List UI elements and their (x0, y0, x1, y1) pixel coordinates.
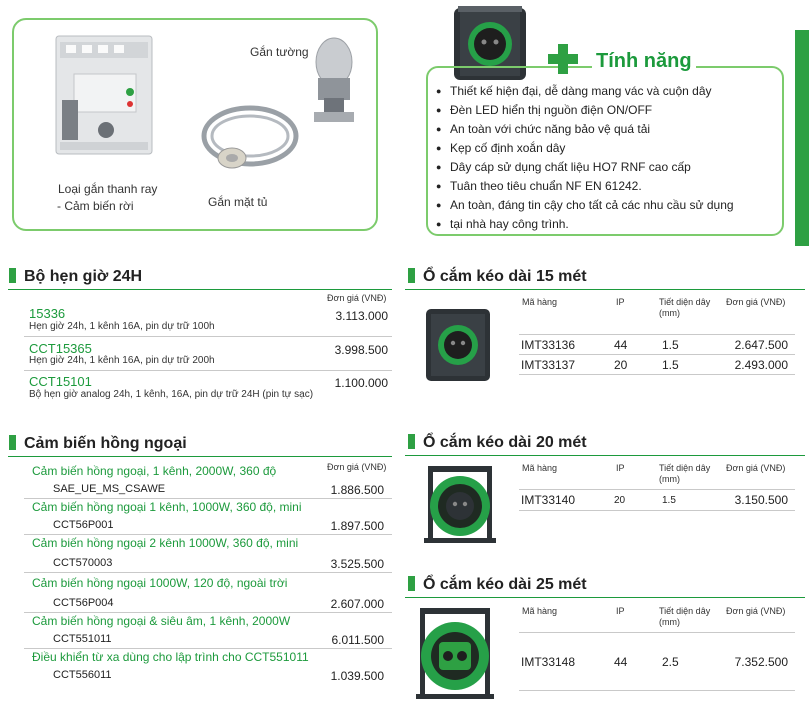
ir-product-price: 1.886.500 (330, 483, 384, 497)
row-divider (519, 334, 795, 335)
row-divider (519, 510, 795, 511)
reel-price: 3.150.500 (734, 493, 788, 507)
reel-code: IMT33136 (521, 338, 576, 352)
reel25-header-section-unit: (mm) (659, 617, 680, 627)
ir-product-price: 2.607.000 (330, 597, 384, 611)
ir-product-code: SAE_UE_MS_CSAWE (53, 483, 166, 495)
reel-ip: 44 (614, 338, 628, 352)
reel20-header-ip: IP (616, 463, 625, 473)
row-divider (24, 648, 392, 649)
ir-product-name: Cảm biến hồng ngoại & siêu âm, 1 kênh, 2000W (32, 614, 291, 628)
reel15-section-title: Ổ cắm kéo dài 15 mét (408, 268, 587, 286)
feature-item: ● tại nhà hay công trình. (436, 215, 776, 234)
features-title: Tính năng (592, 50, 696, 73)
reel-price: 2.647.500 (734, 338, 788, 352)
ir-product-code: CCT551011 (53, 633, 112, 645)
reel15-header-section-unit: (mm) (659, 308, 680, 318)
ir-product-code: CCT570003 (53, 557, 113, 569)
timer-price: 3.998.500 (334, 343, 388, 357)
ir-price-header: Đơn giá (VNĐ) (327, 462, 387, 472)
reel15-header-code: Mã hàng (522, 297, 558, 307)
ir-product-price: 6.011.500 (331, 633, 384, 647)
row-divider (519, 354, 795, 355)
reel15-section-line (405, 289, 805, 290)
row-divider (24, 336, 392, 337)
reel20-section-line (405, 455, 805, 456)
ir-product-price: 1.039.500 (330, 669, 384, 683)
feature-item: ● Đèn LED hiển thị nguồn điện ON/OFF (436, 101, 776, 120)
row-divider (519, 690, 795, 691)
reel-section: 1.5 (662, 495, 676, 506)
timer-price-header: Đơn giá (VNĐ) (327, 293, 387, 303)
panel-sensor-image (192, 96, 302, 188)
din-rail-timer-image (52, 30, 162, 160)
wall-mount-caption: Gắn tường (250, 45, 309, 59)
side-accent-bar (795, 30, 809, 246)
reel20-header-code: Mã hàng (522, 463, 558, 473)
reel25-image (410, 604, 500, 704)
row-divider (24, 498, 392, 499)
row-divider (519, 374, 795, 375)
ir-product-price: 1.897.500 (330, 519, 384, 533)
reel-ip: 44 (614, 655, 628, 669)
feature-item: ● Kẹp cố định xoắn dây (436, 139, 776, 158)
reel25-header-price: Đơn giá (VNĐ) (726, 606, 786, 616)
reel-code: IMT33137 (521, 358, 576, 372)
reel25-header-code: Mã hàng (522, 606, 558, 616)
reel15-header-ip: IP (616, 297, 625, 307)
wall-sensor-image (300, 32, 370, 132)
reel-section: 2.5 (662, 655, 679, 669)
feature-item: ● Thiết kế hiện đại, dễ dàng mang vác và cuộn dây (436, 82, 776, 101)
ir-product-name: Cảm biến hồng ngoại, 1 kênh, 2000W, 360 độ (32, 464, 277, 478)
row-divider (24, 612, 392, 613)
timer-price: 1.100.000 (334, 376, 388, 390)
reel-section: 1.5 (662, 358, 679, 372)
feature-item: ● Dây cáp sử dụng chất liệu HO7 RNF cao cấp (436, 158, 776, 177)
reel20-section-title: Ổ cắm kéo dài 20 mét (408, 434, 587, 452)
reel25-header-section: Tiết diện dây (659, 606, 711, 616)
reel25-section-line (405, 597, 805, 598)
timer-section-line (8, 289, 392, 290)
reel-code: IMT33140 (521, 493, 576, 507)
reel-ip: 20 (614, 358, 628, 372)
timer-desc: Hẹn giờ 24h, 1 kênh 16A, pin dự trữ 200h (29, 355, 215, 366)
timer-code: CCT15101 (29, 374, 92, 389)
reel15-image (422, 305, 494, 385)
feature-item: ● Tuân theo tiêu chuẩn NF EN 61242. (436, 177, 776, 196)
row-divider (24, 572, 392, 573)
plus-icon (546, 42, 580, 76)
ir-product-code: CCT56P001 (53, 519, 114, 531)
timer-section-title: Bộ hẹn giờ 24H (9, 268, 142, 286)
row-divider (24, 534, 392, 535)
rail-mount-caption: Loại gắn thanh ray (58, 182, 158, 196)
reel20-image (420, 462, 500, 546)
panel-mount-caption: Gắn mặt tủ (208, 195, 268, 209)
feature-item: ● An toàn với chức năng bảo vệ quá tải (436, 120, 776, 139)
timer-desc: Hẹn giờ 24h, 1 kênh 16A, pin dự trữ 100h (29, 321, 215, 332)
ir-section-line (8, 456, 392, 457)
features-list (436, 82, 776, 234)
timer-desc: Bộ hẹn giờ analog 24h, 1 kênh, 16A, pin dự trữ 24H (pin tự sạc) (29, 389, 314, 400)
timer-price: 3.113.000 (335, 309, 388, 323)
reel20-header-section: Tiết diện dây (659, 463, 711, 473)
ir-product-code: CCT556011 (53, 669, 112, 681)
feature-item: ● An toàn, đáng tin cậy cho tất cả các nhu cầu sử dụng (436, 196, 776, 215)
ir-section-title: Cảm biến hồng ngoại (9, 435, 187, 453)
rail-mount-caption-sub: - Cảm biến rời (57, 199, 134, 213)
reel25-section-title: Ổ cắm kéo dài 25 mét (408, 576, 587, 594)
row-divider (519, 632, 795, 633)
reel-ip: 20 (614, 495, 626, 506)
ir-product-name: Cảm biến hồng ngoại 2 kênh 1000W, 360 độ, mini (32, 536, 299, 550)
ir-product-price: 3.525.500 (330, 557, 384, 571)
reel20-header-price: Đơn giá (VNĐ) (726, 463, 786, 473)
ir-product-code: CCT56P004 (53, 597, 114, 609)
reel-price: 7.352.500 (734, 655, 788, 669)
reel-section: 1.5 (662, 338, 679, 352)
timer-code: CCT15365 (29, 341, 92, 356)
reel15-header-price: Đơn giá (VNĐ) (726, 297, 786, 307)
row-divider (519, 489, 795, 490)
row-divider (24, 370, 392, 371)
reel-code: IMT33148 (521, 655, 576, 669)
reel15-header-section: Tiết diện dây (659, 297, 711, 307)
reel25-header-ip: IP (616, 606, 625, 616)
reel20-header-section-unit: (mm) (659, 474, 680, 484)
ir-product-name: Cảm biến hồng ngoại 1 kênh, 1000W, 360 độ, mini (32, 500, 302, 514)
reel-price: 2.493.000 (734, 358, 788, 372)
ir-product-name: Cảm biến hồng ngoại 1000W, 120 độ, ngoài trời (32, 576, 288, 590)
ir-product-name: Điều khiển từ xa dùng cho lập trình cho CCT551011 (32, 650, 309, 664)
timer-code: 15336 (29, 306, 66, 321)
